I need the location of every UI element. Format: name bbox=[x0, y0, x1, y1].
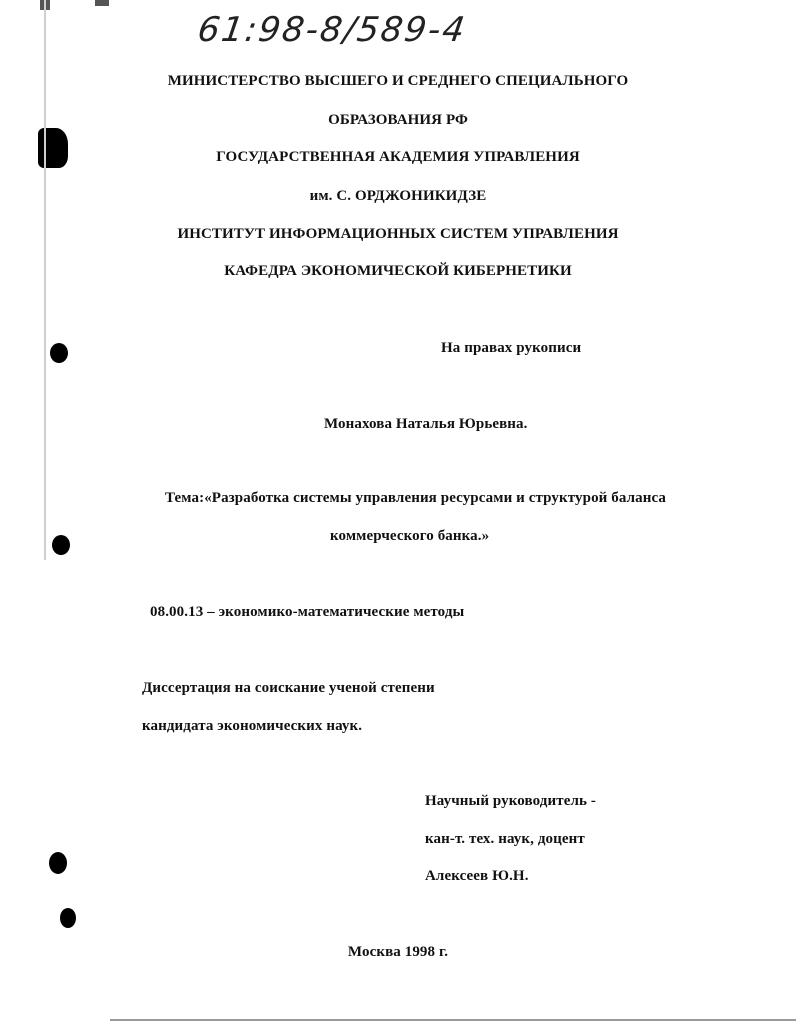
topic-line-1: Тема:«Разработка системы управления ресурсами и структурой баланса bbox=[165, 490, 667, 506]
ministry-line-2: ОБРАЗОВАНИЯ РФ bbox=[328, 112, 468, 128]
institute-line: ИНСТИТУТ ИНФОРМАЦИОННЫХ СИСТЕМ УПРАВЛЕНИЯ bbox=[177, 226, 619, 242]
manuscript-note: На правах рукописи bbox=[441, 340, 582, 356]
supervisor-name: Алексеев Ю.Н. bbox=[425, 868, 529, 884]
scan-edge-mark-2 bbox=[95, 0, 109, 6]
topic-line-2: коммерческого банка.» bbox=[330, 528, 490, 544]
ministry-line-1: МИНИСТЕРСТВО ВЫСШЕГО И СРЕДНЕГО СПЕЦИАЛЬНОГО bbox=[167, 73, 629, 89]
city-year: Москва 1998 г. bbox=[347, 944, 449, 960]
department-line: КАФЕДРА ЭКОНОМИЧЕСКОЙ КИБЕРНЕТИКИ bbox=[224, 263, 572, 279]
dissertation-line-2: кандидата экономических наук. bbox=[142, 718, 363, 734]
specialty: 08.00.13 – экономико-математические методы bbox=[150, 604, 465, 620]
supervisor-degree: кан-т. тех. наук, доцент bbox=[425, 831, 585, 847]
dissertation-line-1: Диссертация на соискание ученой степени bbox=[142, 680, 435, 696]
archive-number: 61:98-8/589-4 bbox=[195, 10, 469, 50]
punch-hole-3 bbox=[49, 852, 67, 874]
punch-hole-4 bbox=[60, 908, 76, 928]
supervisor-title: Научный руководитель - bbox=[425, 793, 596, 809]
punch-hole-2 bbox=[52, 535, 70, 555]
punch-hole-1 bbox=[50, 343, 68, 363]
academy-line-2: им. С. ОРДЖОНИКИДЗЕ bbox=[309, 188, 487, 204]
author-name: Монахова Наталья Юрьевна. bbox=[324, 416, 528, 432]
academy-line-1: ГОСУДАРСТВЕННАЯ АКАДЕМИЯ УПРАВЛЕНИЯ bbox=[216, 149, 580, 165]
scan-bottom-line bbox=[110, 1019, 796, 1021]
